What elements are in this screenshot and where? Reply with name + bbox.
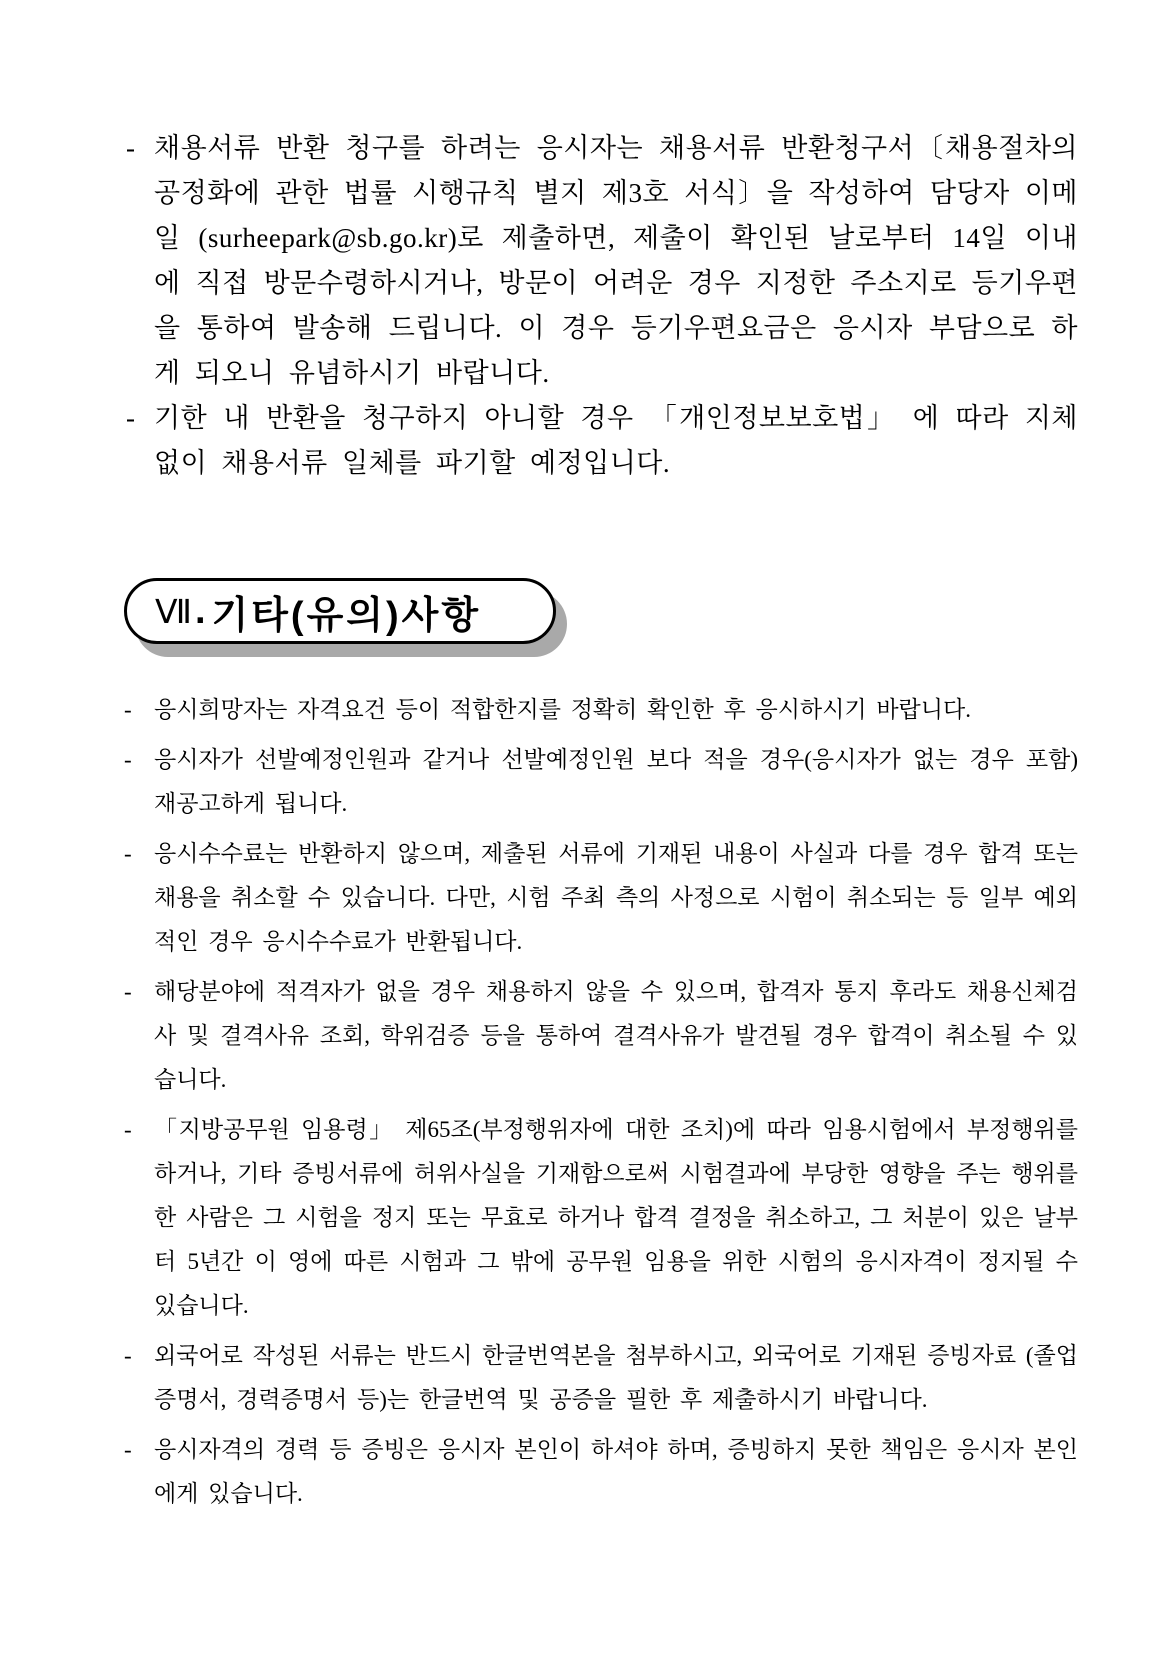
list-item-text: 응시수수료는 반환하지 않으며, 제출된 서류에 기재된 내용이 사실과 다를 경우 합격 또는 채용을 취소할 수 있습니다. 다만, 시험 주최 측의 사정으로 시험이 취소되는 등 일부 예외적인 경우 응시수수료가 반환됩니다. — [154, 841, 1078, 954]
dash-marker: - — [124, 747, 132, 772]
return-notice-list — [124, 126, 1078, 486]
dash-marker: - — [124, 697, 132, 722]
section-title: 기타(유의)사항 — [211, 594, 482, 637]
dash-marker: - — [126, 403, 136, 433]
list-item — [124, 1428, 1078, 1516]
list-item-text: 응시자가 선발예정인원과 같거나 선발예정인원 보다 적을 경우(응시자가 없는 경우 포함) 재공고하게 됩니다. — [154, 747, 1078, 816]
list-item-text: 기한 내 반환을 청구하지 아니할 경우 「개인정보보호법」 에 따라 지체 없이 채용서류 일체를 파기할 예정입니다. — [154, 403, 1078, 478]
list-item — [124, 1108, 1078, 1328]
list-item-text: 해당분야에 적격자가 없을 경우 채용하지 않을 수 있으며, 합격자 통지 후라도 채용신체검사 및 결격사유 조회, 학위검증 등을 통하여 결격사유가 발견될 경우 합격이 취소될 수 있습니다. — [154, 979, 1078, 1092]
dash-marker: - — [124, 1117, 132, 1142]
list-item-text: 외국어로 작성된 서류는 반드시 한글번역본을 첨부하시고, 외국어로 기재된 증빙자료 (졸업증명서, 경력증명서 등)는 한글번역 및 공증을 필한 후 제출하시기 바랍니다. — [154, 1343, 1078, 1412]
dash-marker: - — [124, 841, 132, 866]
list-item — [124, 1334, 1078, 1422]
dash-marker: - — [126, 133, 136, 163]
section-header — [124, 578, 1078, 644]
list-item — [124, 396, 1078, 486]
list-item — [124, 970, 1078, 1102]
list-item-text: 응시자격의 경력 등 증빙은 응시자 본인이 하셔야 하며, 증빙하지 못한 책임은 응시자 본인에게 있습니다. — [154, 1437, 1078, 1506]
dash-marker: - — [124, 1343, 132, 1368]
dash-marker: - — [124, 979, 132, 1004]
list-item — [124, 126, 1078, 396]
section-separator: . — [194, 589, 206, 632]
list-item-text: 응시희망자는 자격요건 등이 적합한지를 정확히 확인한 후 응시하시기 바랍니다. — [154, 697, 971, 722]
list-item — [124, 832, 1078, 964]
dash-marker: - — [124, 1437, 132, 1462]
list-item — [124, 688, 1078, 732]
section-numeral: Ⅶ — [155, 592, 193, 630]
list-item-text: 채용서류 반환 청구를 하려는 응시자는 채용서류 반환청구서〔채용절차의 공정화에 관한 법률 시행규칙 별지 제3호 서식〕을 작성하여 담당자 이메일 (surheepark@sb.go.kr)로 제출하면, 제출이 확인된 날로부터 14일 이내에 직접 방문수령하시거나, 방문이 어려운 경우 지정한 주소지로 등기우편을 통하여 발송해 드립니다. 이 경우 등기우편요금은 응시자 부담으로 하게 되오니 유념하시기 바랍니다. — [154, 133, 1078, 388]
notes-list — [124, 688, 1078, 1516]
list-item — [124, 738, 1078, 826]
section-header-box — [124, 578, 556, 644]
list-item-text: 「지방공무원 임용령」 제65조(부정행위자에 대한 조치)에 따라 임용시험에서 부정행위를 하거나, 기타 증빙서류에 허위사실을 기재함으로써 시험결과에 부당한 영향을 주는 행위를 한 사람은 그 시험을 정지 또는 무효로 하거나 합격 결정을 취소하고, 그 처분이 있은 날부터 5년간 이 영에 따른 시험과 그 밖에 공무원 임용을 위한 시험의 응시자격이 정지될 수 있습니다. — [154, 1117, 1078, 1318]
